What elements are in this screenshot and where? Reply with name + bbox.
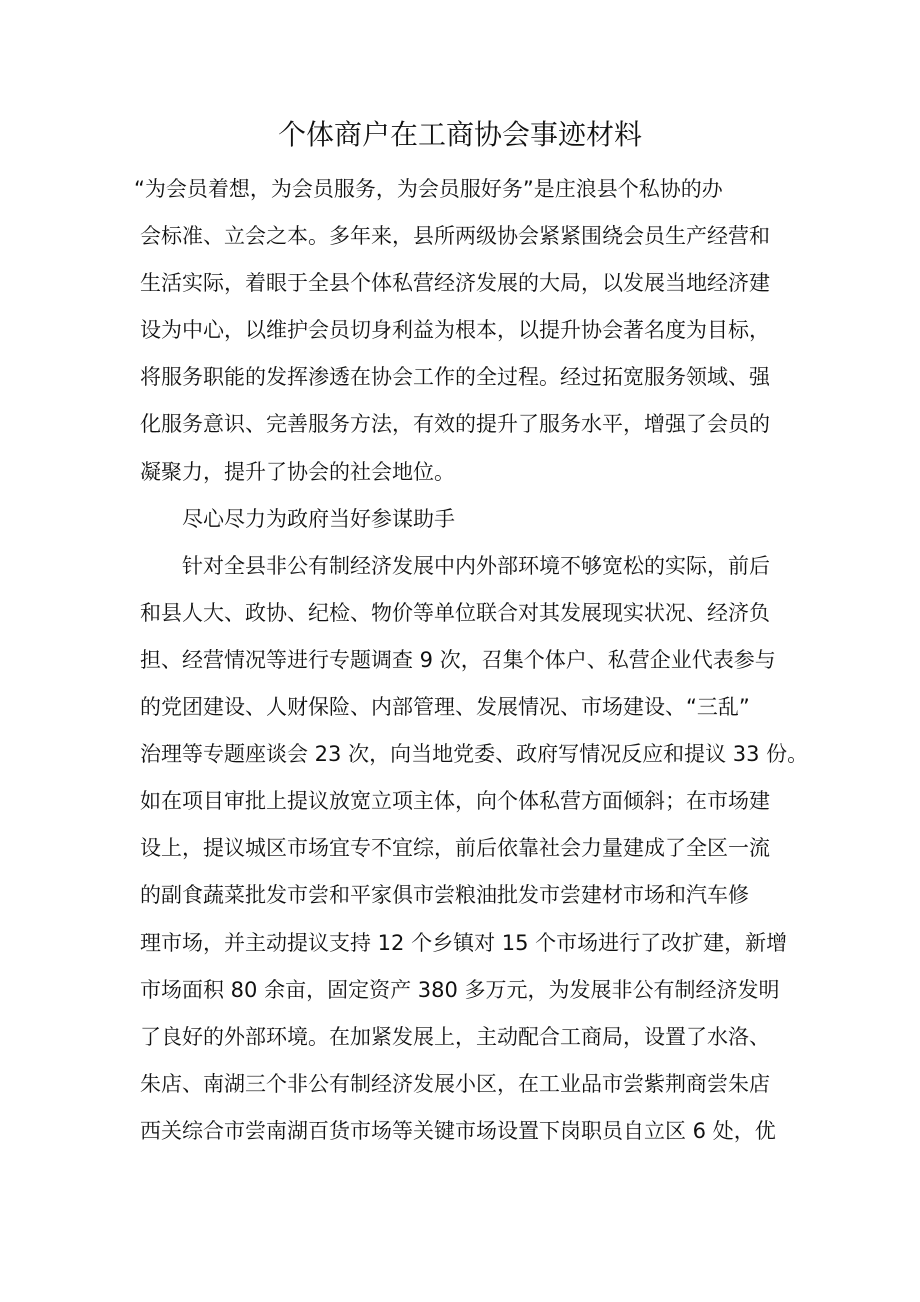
document-title: 个体商户在工商协会事迹材料 xyxy=(277,118,642,151)
paragraph-line: 设为中心，以维护会员切身利益为根本，以提升协会著名度为目标， xyxy=(140,318,770,343)
paragraph-line: 担、经营情况等进行专题调查 9 次，召集个体户、私营企业代表参与 xyxy=(140,647,776,672)
paragraph-line: 西关综合市尝南湖百货市场等关键市场设置下岗职员自立区 6 处，优 xyxy=(140,1118,776,1143)
document-body xyxy=(134,166,809,1155)
section-heading: 尽心尽力为政府当好参谋助手 xyxy=(182,506,455,531)
paragraph-line: 将服务职能的发挥渗透在协会工作的全过程。经过拓宽服务领域、强 xyxy=(140,365,770,390)
paragraph-line: 设上，提议城区市场宜专不宜综，前后依靠社会力量建成了全区一流 xyxy=(140,836,770,861)
paragraph-line: 治理等专题座谈会 23 次，向当地党委、政府写情况反应和提议 33 份。 xyxy=(140,742,809,767)
paragraph-line: 的党团建设、人财保险、内部管理、发展情况、市场建设、“三乱” xyxy=(140,695,750,720)
paragraph-line: 和县人大、政协、纪检、物价等单位联合对其发展现实状况、经济负 xyxy=(140,600,770,625)
paragraph-line: 市场面积 80 余亩，固定资产 380 多万元，为发展非公有制经济发明 xyxy=(140,977,780,1002)
paragraph-line: “为会员着想，为会员服务，为会员服好务”是庄浪县个私协的办 xyxy=(134,177,723,201)
paragraph-line: 理市场，并主动提议支持 12 个乡镇对 15 个市场进行了改扩建，新增 xyxy=(140,930,788,955)
paragraph-line: 生活实际，着眼于全县个体私营经济发展的大局，以发展当地经济建 xyxy=(140,271,770,296)
paragraph-line: 凝聚力，提升了协会的社会地位。 xyxy=(140,459,455,484)
paragraph-line: 如在项目审批上提议放宽立项主体，向个体私营方面倾斜；在市场建 xyxy=(140,789,770,814)
paragraph-line: 化服务意识、完善服务方法，有效的提升了服务水平，增强了会员的 xyxy=(140,412,770,437)
paragraph-line: 针对全县非公有制经济发展中内外部环境不够宽松的实际，前后 xyxy=(182,553,770,578)
paragraph-line: 会标准、立会之本。多年来，县所两级协会紧紧围绕会员生产经营和 xyxy=(140,224,770,249)
paragraph-line: 了良好的外部环境。在加紧发展上，主动配合工商局，设置了水洛、 xyxy=(140,1024,770,1049)
paragraph-line: 的副食蔬菜批发市尝和平家俱市尝粮油批发市尝建材市场和汽车修 xyxy=(140,883,749,908)
paragraph-line: 朱店、南湖三个非公有制经济发展小区，在工业品市尝紫荆商尝朱店 xyxy=(140,1071,770,1096)
